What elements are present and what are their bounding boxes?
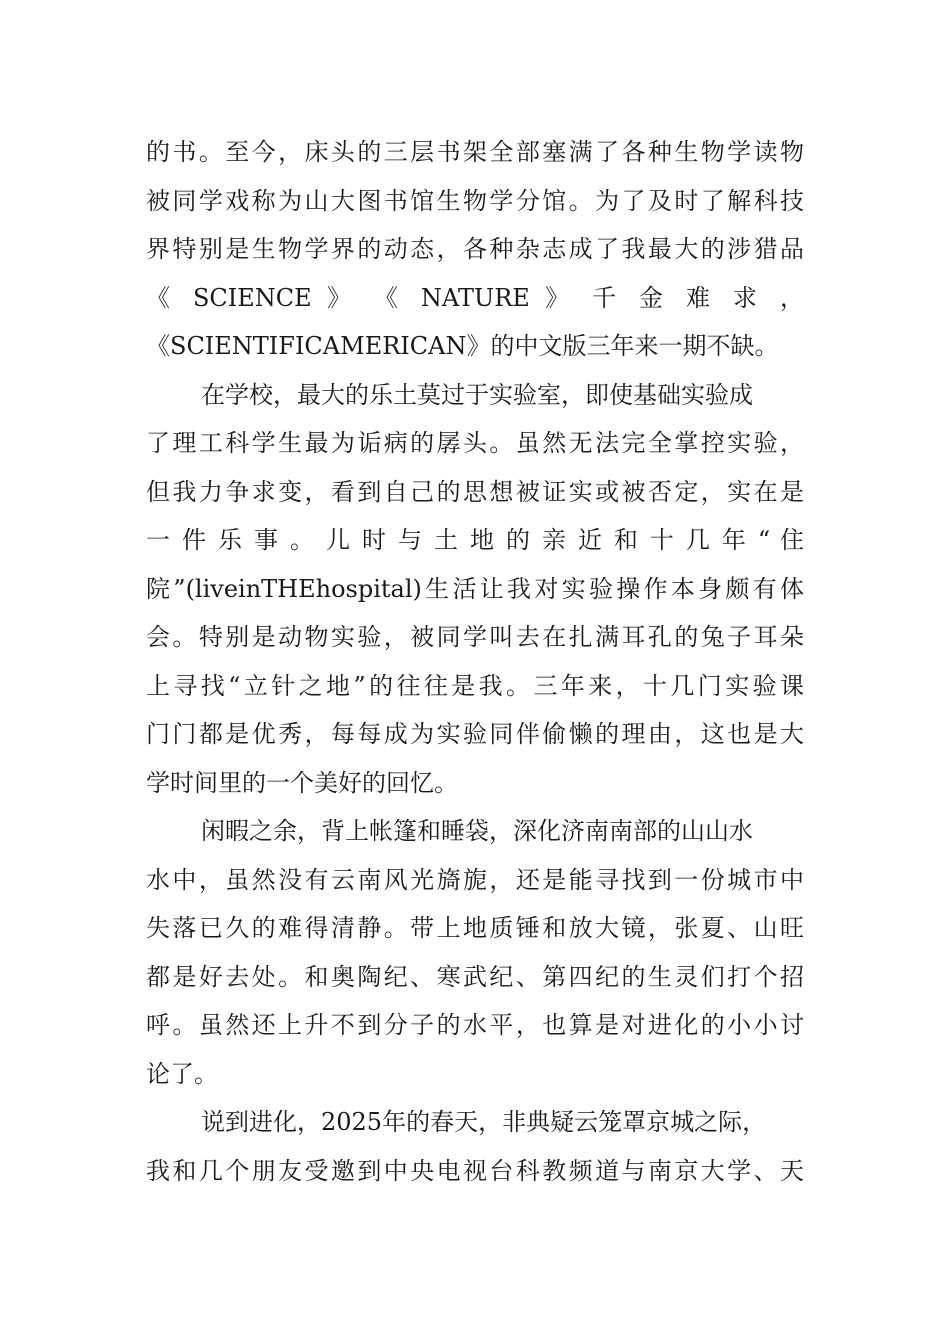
text-line: 界特别是生物学界的动态，各种杂志成了我最大的涉猎品 [146, 235, 804, 263]
text-line: 上寻找“立针之地”的往往是我。三年来，十几门实验课 [146, 671, 804, 700]
text-line: 论了。 [146, 1059, 218, 1088]
paragraph-first-line: 闲暇之余，背上帐篷和睡袋，深化济南南部的山山水 [201, 817, 753, 845]
text-line: 失落已久的难得清静。带上地质锤和放大镜，张夏、山旺 [146, 914, 804, 942]
text-line: 《 SCIENCE 》 《 NATURE 》 千 金 难 求 ， [146, 283, 804, 312]
text-line: 呼。虽然还上升不到分子的水平，也算是对进化的小小讨 [146, 1011, 804, 1039]
text-line: 被同学戏称为山大图书馆生物学分馆。为了及时了解科技 [146, 186, 804, 215]
text-line: 学时间里的一个美好的回忆。 [146, 768, 458, 797]
text-line: 院”(liveinTHEhospital)生活让我对实验操作本身颇有体 [146, 574, 804, 603]
text-line: 会。特别是动物实验，被同学叫去在扎满耳孔的兔子耳朵 [146, 623, 804, 651]
paragraph-first-line: 在学校，最大的乐土莫过于实验室，即使基础实验成 [201, 380, 753, 409]
text-line: 一 件 乐 事 。 儿 时 与 土 地 的 亲 近 和 十 几 年 “ 住 [146, 526, 804, 554]
paragraph-first-line: 说到进化，2025年的春天，非典疑云笼罩京城之际， [201, 1108, 767, 1136]
text-line: 的书。至今，床头的三层书架全部塞满了各种生物学读物 [146, 138, 804, 166]
text-line: 水中，虽然没有云南风光旖旎，还是能寻找到一份城市中 [146, 865, 804, 894]
text-line: 但我力争求变，看到自己的思想被证实或被否定，实在是 [146, 477, 804, 506]
text-line: 门门都是优秀，每每成为实验同伴偷懒的理由，这也是大 [146, 720, 804, 748]
text-line: 《SCIENTIFICAMERICAN》的中文版三年来一期不缺。 [146, 332, 779, 360]
text-line: 了理工科学生最为诟病的孱头。虽然无法完全掌控实验， [146, 429, 804, 457]
text-line: 都是好去处。和奥陶纪、寒武纪、第四纪的生灵们打个招 [146, 962, 804, 991]
document-body [146, 128, 804, 1195]
text-line: 我和几个朋友受邀到中央电视台科教频道与南京大学、天 [146, 1156, 804, 1185]
